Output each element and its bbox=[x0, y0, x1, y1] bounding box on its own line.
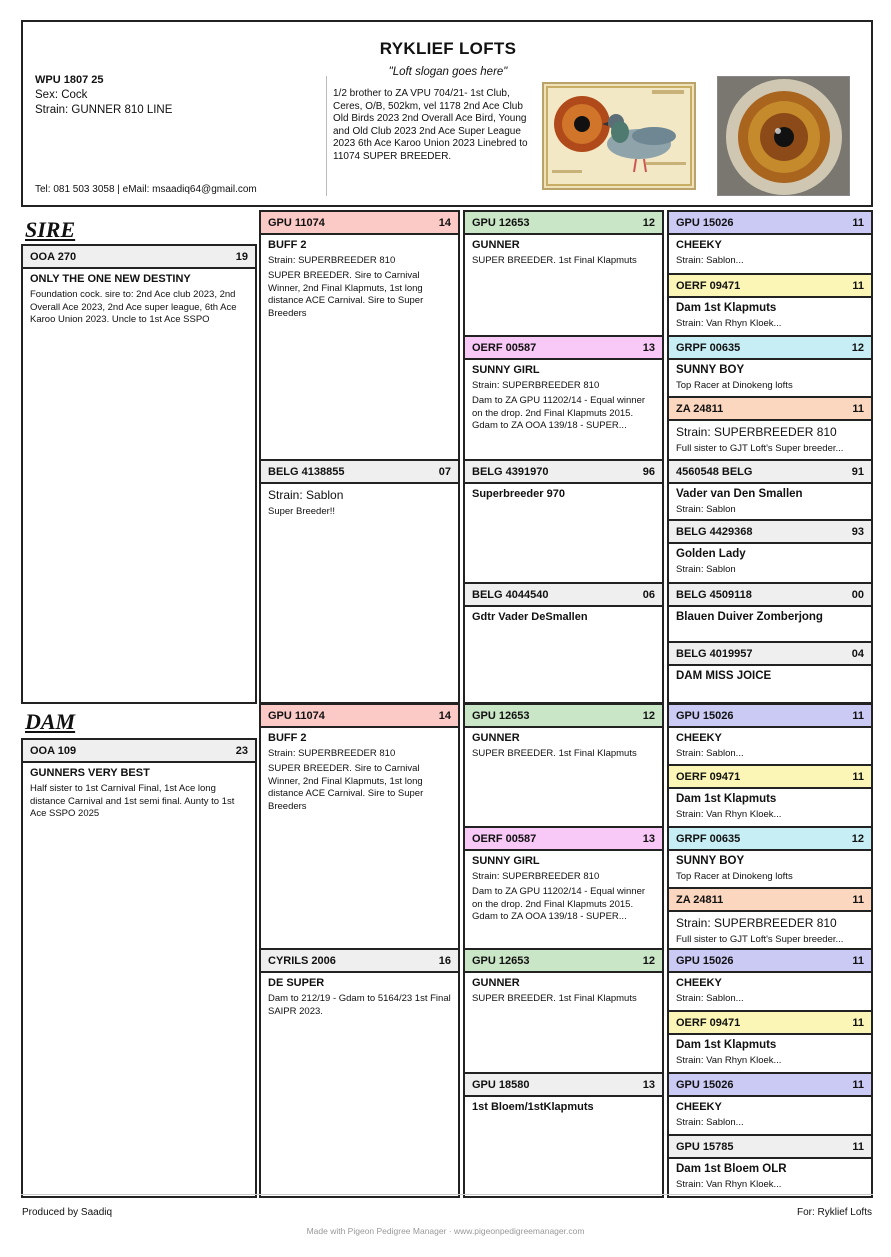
ring-number: OOA 109 bbox=[30, 744, 77, 757]
dam-ggp-1-card bbox=[667, 703, 873, 766]
pigeon-name: SUNNY BOY bbox=[676, 364, 745, 376]
pigeon-notes: SUPER BREEDER. 1st Final Klapmuts bbox=[472, 255, 637, 266]
pigeon-strain: Top Racer at Dinokeng lofts bbox=[676, 871, 793, 882]
ring-year: 11 bbox=[852, 279, 864, 292]
sire-ggp-4-card bbox=[667, 396, 873, 461]
pigeon-strain: Strain: SUPERBREEDER 810 bbox=[472, 871, 600, 882]
ring-number: ZA 24811 bbox=[676, 402, 724, 415]
ring-number: GPU 18580 bbox=[472, 1078, 530, 1091]
ring-year: 12 bbox=[851, 832, 864, 845]
sire-sire-card bbox=[259, 210, 460, 461]
ring-year: 11 bbox=[852, 1078, 864, 1091]
sire-ggp-6-card bbox=[667, 519, 873, 584]
loft-slogan: "Loft slogan goes here" bbox=[388, 66, 508, 78]
ring-number: CYRILS 2006 bbox=[268, 954, 336, 967]
pigeon-name: GUNNERS VERY BEST bbox=[30, 767, 150, 779]
pigeon-strain: Strain: Van Rhyn Kloek... bbox=[676, 318, 782, 329]
pigeon-name: CHEEKY bbox=[676, 239, 722, 251]
ring-number: ZA 24811 bbox=[676, 893, 724, 906]
ring-year: 12 bbox=[642, 709, 655, 722]
dam-section-title: DAM bbox=[25, 709, 76, 734]
pigeon-strain: Strain: Van Rhyn Kloek... bbox=[676, 1179, 782, 1190]
sire-ggp-3-card bbox=[667, 335, 873, 398]
pigeon-name: GUNNER bbox=[472, 977, 520, 989]
pigeon-notes: Super Breeder!! bbox=[268, 506, 336, 517]
pigeon-notes: Foundation cock. sire to: 2nd Ace club 2023, 2nd Overall Ace 2023, 2nd Ace super league, 6th Ace Karoo Union 2023. Uncle to 1st Ace SSPO bbox=[30, 289, 237, 325]
ring-number: GPU 12653 bbox=[472, 954, 530, 967]
sire-gp-1-card bbox=[463, 210, 664, 337]
ring-year: 96 bbox=[642, 465, 655, 478]
ring-number: BELG 4138855 bbox=[268, 465, 345, 478]
ring-number: GPU 12653 bbox=[472, 216, 530, 229]
ring-year: 11 bbox=[852, 770, 864, 783]
pigeon-strain: Strain: Van Rhyn Kloek... bbox=[676, 1055, 782, 1066]
ring-number: GPU 11074 bbox=[268, 709, 325, 722]
sire-ggp-5-card bbox=[667, 459, 873, 521]
bird-description: 1/2 brother to ZA VPU 704/21- 1st Club, Ceres, O/B, 502km, vel 1178 2nd Ace Club Old Birds 2023 2nd Overall Ace Bird, Young and Old Club 2023 2nd Ace Super League 2023 6th Ace Karoo Union 2023 Linebred to 11074 SUPER BREEDER. bbox=[333, 88, 528, 162]
loft-title: RYKLIEF LOFTS bbox=[379, 39, 517, 58]
ring-year: 91 bbox=[851, 465, 864, 478]
dam-ggp-8-card bbox=[667, 1134, 873, 1198]
pedigree-header bbox=[21, 20, 873, 207]
pigeon-name: Blauen Duiver Zomberjong bbox=[676, 611, 823, 623]
ring-number: BELG 4019957 bbox=[676, 647, 753, 660]
pigeon-strain: Strain: Sablon... bbox=[676, 255, 744, 266]
contact-info: Tel: 081 503 3058 | eMail: msaadiq64@gmail.com bbox=[35, 184, 257, 195]
ring-year: 04 bbox=[851, 647, 864, 660]
dam-gp-4-card bbox=[463, 1072, 664, 1198]
dam-dam-card bbox=[259, 948, 460, 1198]
ring-number: GPU 11074 bbox=[268, 216, 325, 229]
sire-ggp-7-card bbox=[667, 582, 873, 643]
pigeon-name: BUFF 2 bbox=[268, 239, 307, 251]
ring-number: GRPF 00635 bbox=[676, 341, 741, 354]
pigeon-notes-2: Gdam to ZA OOA 139/18 - SUPER... bbox=[472, 420, 627, 431]
ring-number: GPU 15026 bbox=[676, 216, 734, 229]
ring-number: OOA 270 bbox=[30, 250, 77, 263]
ring-number: GPU 12653 bbox=[472, 709, 530, 722]
pigeon-strain: Top Racer at Dinokeng lofts bbox=[676, 380, 793, 391]
pigeon-strain: Strain: Sablon... bbox=[676, 993, 744, 1004]
pigeon-strain: Strain: Sablon bbox=[676, 504, 736, 515]
bird-ring: WPU 1807 25 bbox=[35, 74, 104, 86]
pigeon-name: SUNNY GIRL bbox=[472, 855, 540, 867]
pigeon-notes-2: Gdam to ZA OOA 139/18 - SUPER... bbox=[472, 911, 627, 922]
ring-number: BELG 4044540 bbox=[472, 588, 549, 601]
bird-strain: Strain: GUNNER 810 LINE bbox=[35, 104, 173, 116]
pigeon-name: Dam 1st Klapmuts bbox=[676, 302, 777, 314]
pigeon-name: CHEEKY bbox=[676, 732, 722, 744]
ring-year: 12 bbox=[642, 954, 655, 967]
produced-by: Produced by Saadiq bbox=[22, 1207, 113, 1218]
pigeon-strain: Strain: Van Rhyn Kloek... bbox=[676, 809, 782, 820]
ring-number: OERF 00587 bbox=[472, 341, 537, 354]
produced-for: For: Ryklief Lofts bbox=[796, 1207, 872, 1218]
dam-ggp-4-card bbox=[667, 887, 873, 950]
ring-year: 12 bbox=[642, 216, 655, 229]
pigeon-name: BUFF 2 bbox=[268, 732, 307, 744]
pigeon-name: DE SUPER bbox=[268, 977, 325, 989]
pigeon-notes: Dam to 212/19 - Gdam to 5164/23 1st Final SAIPR 2023. bbox=[268, 993, 451, 1017]
footer-divider bbox=[21, 1194, 873, 1195]
pigeon-notes: Half sister to 1st Carnival Final, 1st Ace long distance Carnival and 1st semi final. Aunty to 1st Ace SSPO 2025 bbox=[30, 783, 235, 819]
ring-year: 13 bbox=[642, 832, 655, 845]
pigeon-name: Dam 1st Klapmuts bbox=[676, 793, 777, 805]
ring-year: 12 bbox=[851, 341, 864, 354]
ring-number: GPU 15785 bbox=[676, 1140, 734, 1153]
pigeon-strain: Strain: SUPERBREEDER 810 bbox=[268, 748, 396, 759]
pigeon-strain: Strain: Sablon... bbox=[676, 748, 744, 759]
pigeon-name: Golden Lady bbox=[676, 548, 746, 560]
pigeon-name: DAM MISS JOICE bbox=[676, 670, 772, 682]
ring-number: OERF 00587 bbox=[472, 832, 537, 845]
pigeon-notes: Full sister to GJT Loft's Super breeder... bbox=[676, 934, 844, 945]
pigeon-strain: Strain: Sablon bbox=[676, 564, 736, 575]
ring-year: 23 bbox=[235, 744, 248, 757]
dam-gp-2-card bbox=[463, 826, 664, 950]
pigeon-strain: Strain: Sablon... bbox=[676, 1117, 744, 1128]
ring-number: OERF 09471 bbox=[676, 770, 741, 783]
sire-parent-card bbox=[21, 244, 257, 704]
ring-number: 4560548 BELG bbox=[676, 465, 753, 478]
ring-number: BELG 4391970 bbox=[472, 465, 549, 478]
pigeon-name: Dam 1st Klapmuts bbox=[676, 1039, 777, 1051]
sire-section-title: SIRE bbox=[25, 217, 76, 242]
ring-year: 11 bbox=[852, 893, 864, 906]
dam-ggp-3-card bbox=[667, 826, 873, 889]
pigeon-notes: SUPER BREEDER. Sire to Carnival Winner, 2nd Final Klapmuts, 1st long distance ACE Carnival. Sire to Super Breeders bbox=[268, 270, 424, 319]
pigeon-eye-photo bbox=[717, 76, 850, 196]
made-with-credit: Made with Pigeon Pedigree Manager · www.pigeonpedigreemanager.com bbox=[306, 1226, 585, 1236]
ring-year: 14 bbox=[438, 216, 451, 229]
sire-gp-2-card bbox=[463, 335, 664, 461]
pigeon-notes: Dam to ZA GPU 11202/14 - Equal winner on the drop. 2nd Final Klapmuts 2015. bbox=[472, 886, 646, 910]
ring-number: OERF 09471 bbox=[676, 279, 741, 292]
ring-year: 16 bbox=[438, 954, 451, 967]
ring-year: 93 bbox=[851, 525, 864, 538]
pigeon-name: Gdtr Vader DeSmallen bbox=[472, 611, 588, 623]
pigeon-name: CHEEKY bbox=[676, 1101, 722, 1113]
ring-year: 07 bbox=[438, 465, 451, 478]
pigeon-notes: SUPER BREEDER. 1st Final Klapmuts bbox=[472, 993, 637, 1004]
ring-number: BELG 4509118 bbox=[676, 588, 752, 601]
pigeon-strain: Strain: SUPERBREEDER 810 bbox=[268, 255, 396, 266]
pigeon-name: 1st Bloem/1stKlapmuts bbox=[472, 1101, 594, 1113]
ring-year: 19 bbox=[235, 250, 248, 263]
dam-ggp-2-card bbox=[667, 764, 873, 828]
sire-gp-3-card bbox=[463, 459, 664, 584]
ring-number: GPU 15026 bbox=[676, 709, 734, 722]
pigeon-strain: Strain: SUPERBREEDER 810 bbox=[472, 380, 600, 391]
sire-ggp-2-card bbox=[667, 273, 873, 337]
sire-ggp-8-card bbox=[667, 641, 873, 704]
ring-year: 06 bbox=[642, 588, 655, 601]
pigeon-strain: Strain: SUPERBREEDER 810 bbox=[676, 916, 837, 930]
ring-year: 11 bbox=[852, 1140, 864, 1153]
ring-year: 11 bbox=[852, 216, 864, 229]
dam-gp-3-card bbox=[463, 948, 664, 1074]
pigeon-name: GUNNER bbox=[472, 732, 520, 744]
ring-number: BELG 4429368 bbox=[676, 525, 753, 538]
pigeon-name: SUNNY BOY bbox=[676, 855, 745, 867]
ring-year: 11 bbox=[852, 402, 864, 415]
sire-ggp-1-card bbox=[667, 210, 873, 275]
bird-sex: Sex: Cock bbox=[35, 89, 88, 101]
ring-year: 11 bbox=[852, 1016, 864, 1029]
dam-sire-card bbox=[259, 703, 460, 950]
ring-number: GPU 15026 bbox=[676, 954, 734, 967]
pigeon-notes: SUPER BREEDER. 1st Final Klapmuts bbox=[472, 748, 637, 759]
bird-info bbox=[35, 74, 325, 116]
pigeon-name: GUNNER bbox=[472, 239, 520, 251]
pigeon-name: Superbreeder 970 bbox=[472, 488, 565, 500]
pigeon-notes: SUPER BREEDER. Sire to Carnival Winner, 2nd Final Klapmuts, 1st long distance ACE Carnival. Sire to Super Breeders bbox=[268, 763, 424, 812]
sire-ring-bar bbox=[23, 246, 255, 269]
ring-number: GPU 15026 bbox=[676, 1078, 734, 1091]
sire-gp-4-card bbox=[463, 582, 664, 704]
ring-number: OERF 09471 bbox=[676, 1016, 741, 1029]
ring-year: 13 bbox=[642, 1078, 655, 1091]
ring-year: 14 bbox=[438, 709, 451, 722]
pigeon-notes: Dam to ZA GPU 11202/14 - Equal winner on the drop. 2nd Final Klapmuts 2015. bbox=[472, 395, 646, 419]
pigeon-strain: Strain: SUPERBREEDER 810 bbox=[676, 425, 837, 439]
dam-ggp-5-card bbox=[667, 948, 873, 1012]
ring-year: 13 bbox=[642, 341, 655, 354]
sire-dam-card bbox=[259, 459, 460, 704]
pigeon-name: Vader van Den Smallen bbox=[676, 488, 803, 500]
pigeon-name: Dam 1st Bloem OLR bbox=[676, 1163, 787, 1175]
ring-year: 11 bbox=[852, 954, 864, 967]
pigeon-photo-card bbox=[542, 82, 696, 190]
header-divider bbox=[326, 76, 327, 196]
dam-parent-card bbox=[21, 738, 257, 1198]
ring-year: 00 bbox=[851, 588, 864, 601]
pigeon-name: SUNNY GIRL bbox=[472, 364, 540, 376]
dam-ggp-6-card bbox=[667, 1010, 873, 1074]
ring-number: GRPF 00635 bbox=[676, 832, 741, 845]
pigeon-notes: Full sister to GJT Loft's Super breeder... bbox=[676, 443, 844, 454]
ring-year: 11 bbox=[852, 709, 864, 722]
pigeon-strain: Strain: Sablon bbox=[268, 488, 344, 502]
pigeon-name: ONLY THE ONE NEW DESTINY bbox=[30, 273, 191, 285]
pigeon-name: CHEEKY bbox=[676, 977, 722, 989]
dam-ggp-7-card bbox=[667, 1072, 873, 1136]
dam-gp-1-card bbox=[463, 703, 664, 828]
